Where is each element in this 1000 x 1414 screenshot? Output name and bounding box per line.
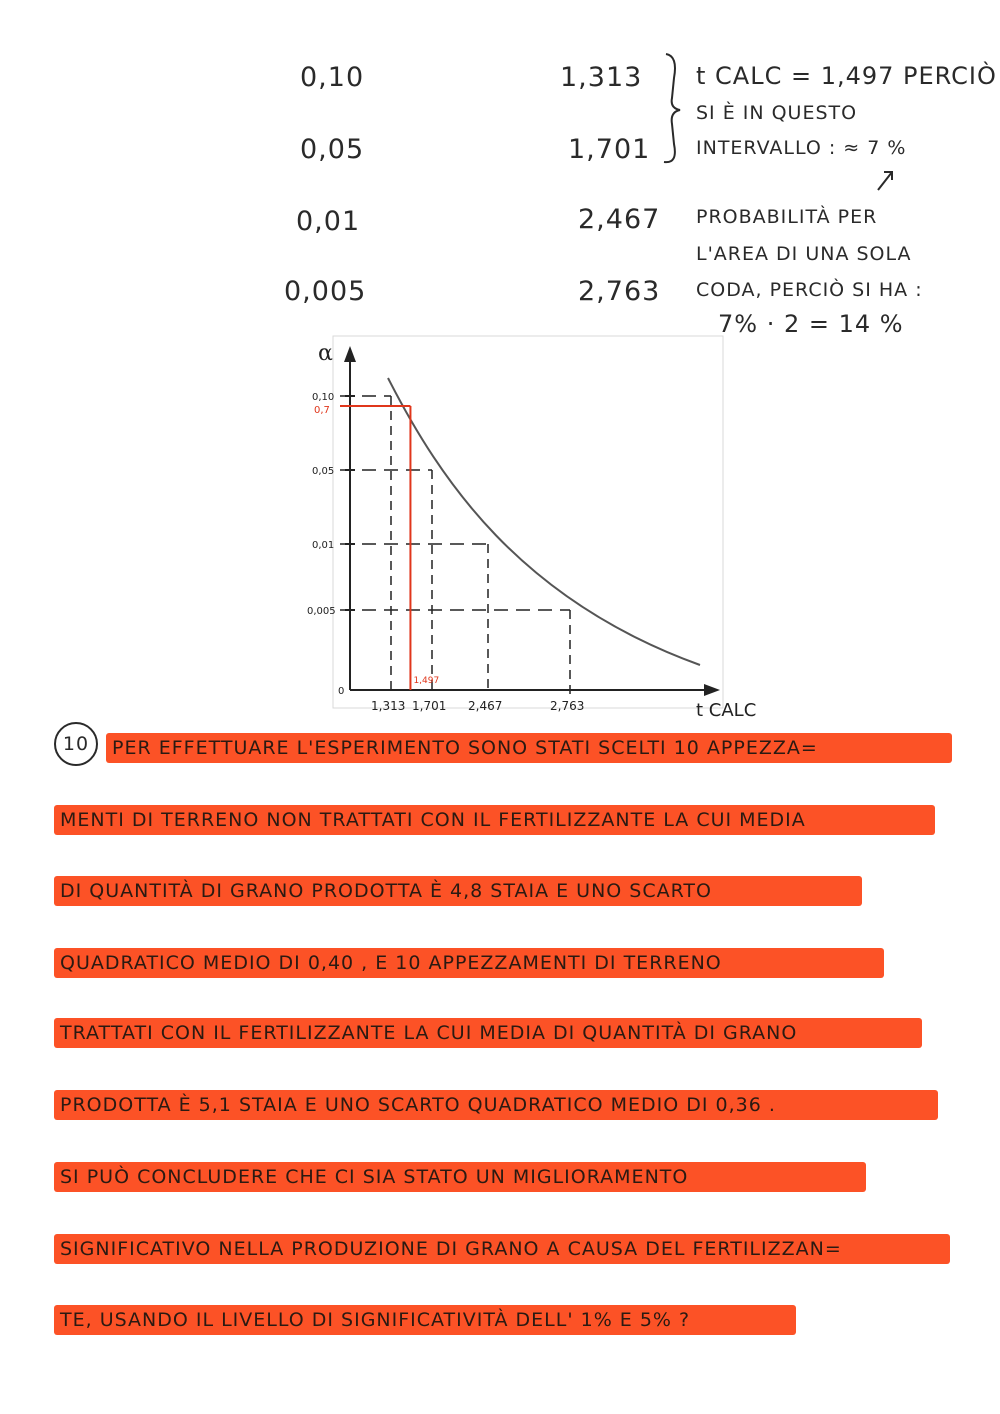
alpha-value: 0,005 <box>284 276 367 307</box>
highlight-y-label: 0,7 <box>314 405 330 416</box>
alpha-value: 0,01 <box>296 206 361 237</box>
exercise-line: TRATTATI CON IL FERTILIZZANTE LA CUI MEDIA DI QUANTITÀ DI GRANO <box>54 1018 922 1048</box>
x-axis-arrow-icon <box>704 684 720 696</box>
x-axis-label: t CALC <box>696 700 757 721</box>
data-curve <box>388 378 700 665</box>
note-line: PROBABILITÀ PER <box>696 206 878 228</box>
alpha-value: 0,05 <box>300 134 365 165</box>
origin-label: 0 <box>338 686 345 697</box>
t-value: 2,467 <box>578 204 661 235</box>
note-line: CODA, PERCIÒ SI HA : <box>696 279 923 301</box>
y-tick-label: 0,01 <box>312 540 335 551</box>
x-tick-label: 1,701 <box>412 699 447 713</box>
exercise-line: TE, USANDO IL LIVELLO DI SIGNIFICATIVITÀ DELL' 1% E 5% ? <box>54 1305 796 1335</box>
exercise-number: 10 <box>54 722 98 766</box>
y-tick-label: 0,10 <box>312 392 335 403</box>
x-tick-label: 1,313 <box>371 699 406 713</box>
t-value: 1,701 <box>568 134 651 165</box>
exercise-line: SI PUÒ CONCLUDERE CHE CI SIA STATO UN MIGLIORAMENTO <box>54 1162 866 1192</box>
y-axis-label: α <box>318 341 333 366</box>
alpha-value: 0,10 <box>300 62 365 93</box>
note-line: INTERVALLO : ≈ 7 % <box>696 137 907 159</box>
t-value: 2,763 <box>578 276 661 307</box>
y-tick-label: 0,005 <box>307 606 336 617</box>
x-tick-label: 2,763 <box>550 699 585 713</box>
y-tick-label: 0,05 <box>312 466 335 477</box>
note-line: L'AREA DI UNA SOLA <box>696 243 912 265</box>
exercise-line: DI QUANTITÀ DI GRANO PRODOTTA È 4,8 STAIA E UNO SCARTO <box>54 876 862 906</box>
t-value: 1,313 <box>560 62 643 93</box>
highlight-x-label: 1,497 <box>413 676 440 686</box>
x-tick-label: 2,467 <box>468 699 503 713</box>
exercise-line: SIGNIFICATIVO NELLA PRODUZIONE DI GRANO A CAUSA DEL FERTILIZZAN= <box>54 1234 950 1264</box>
note-line: 7% · 2 = 14 % <box>718 310 904 338</box>
exercise-line: MENTI DI TERRENO NON TRATTATI CON IL FERTILIZZANTE LA CUI MEDIA <box>54 805 935 835</box>
exercise-line: PER EFFETTUARE L'ESPERIMENTO SONO STATI SCELTI 10 APPEZZA= <box>106 733 952 763</box>
note-line: t CALC = 1,497 PERCIÒ <box>696 62 997 90</box>
note-line: SI È IN QUESTO <box>696 102 858 124</box>
exercise-line: PRODOTTA È 5,1 STAIA E UNO SCARTO QUADRATICO MEDIO DI 0,36 . <box>54 1090 938 1120</box>
exercise-line: QUADRATICO MEDIO DI 0,40 , E 10 APPEZZAMENTI DI TERRENO <box>54 948 884 978</box>
y-axis-arrow-icon <box>344 346 356 362</box>
